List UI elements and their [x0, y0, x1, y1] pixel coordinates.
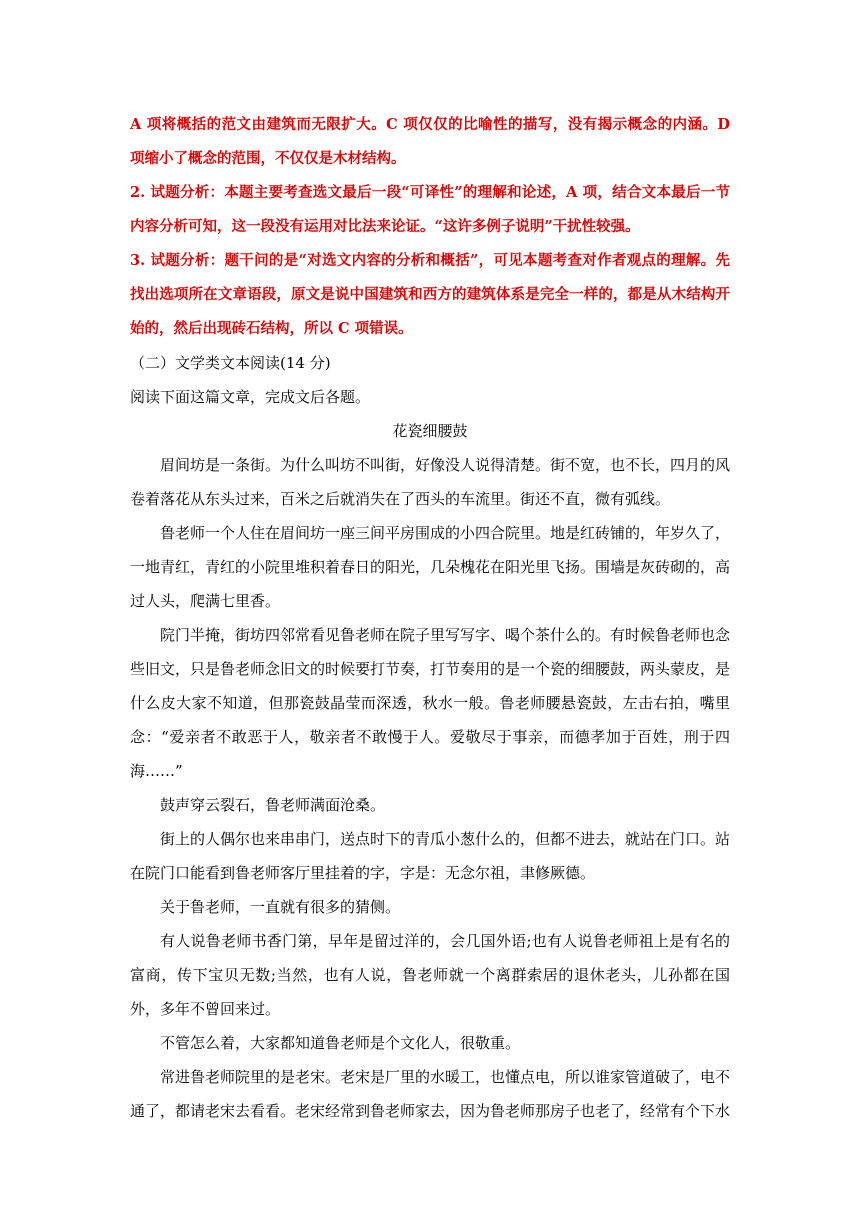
article-paragraph: 院门半掩，街坊四邻常看见鲁老师在院子里写写字、喝个茶什么的。有时候鲁老师也念些旧文，只是鲁老师念旧文的时候要打节奏，打节奏用的是一个瓷的细腰鼓，两头蒙皮，是什么皮大家不知道，但那瓷鼓晶莹而深透，秋水一般。鲁老师腰悬瓷鼓，左击右拍，嘴里念：“爱亲者不敢恶于人，敬亲者不敢慢于人。爱敬尽于事亲，而德孝加于百姓，刑于四海……”	[130, 626, 731, 780]
article-paragraph: 鲁老师一个人住在眉间坊一座三间平房围成的小四合院里。地是红砖铺的，年岁久了，一地青红，青红的小院里堆积着春日的阳光，几朵槐花在阳光里飞扬。围墙是灰砖砌的，高过人头，爬满七里香。	[130, 524, 731, 610]
article-paragraph: 有人说鲁老师书香门第，早年是留过洋的，会几国外语;也有人说鲁老师祖上是有名的富商，传下宝贝无数;当然，也有人说，鲁老师就一个离群索居的退休老头，儿孙都在国外，多年不曾回来过。	[130, 932, 730, 1018]
analysis-paragraph-3: 3. 试题分析：题干问的是“对选文内容的分析和概括”，可见本题考查对作者观点的理解。先找出选项所在文章语段，原文是说中国建筑和西方的建筑体系是完全一样的，都是从木结构开始的，然后出现砖石结构，所以 C 项错误。	[130, 252, 730, 337]
section-heading: （二）文学类文本阅读(14 分)	[130, 354, 331, 372]
document-page	[130, 108, 730, 1128]
article-paragraph: 眉间坊是一条街。为什么叫坊不叫街，好像没人说得清楚。街不宽，也不长，四月的风卷着落花从东头过来，百米之后就消失在了西头的车流里。街还不直，微有弧线。	[130, 456, 731, 508]
section-instruction: 阅读下面这篇文章，完成文后各题。	[130, 388, 371, 406]
article-title: 花瓷细腰鼓	[392, 422, 468, 440]
article-paragraph: 关于鲁老师，一直就有很多的猜侧。	[160, 898, 401, 916]
answer-analysis	[130, 108, 730, 346]
article-paragraph: 街上的人偶尔也来串串门，送点时下的青瓜小葱什么的，但都不进去，就站在门口。站在院门口能看到鲁老师客厅里挂着的字，字是：无念尔祖，聿修厥德。	[130, 830, 731, 882]
article-paragraph: 常进鲁老师院里的是老宋。老宋是厂里的水暖工，也懂点电，所以谁家管道破了，电不通了，都请老宋去看看。老宋经常到鲁老师家去，因为鲁老师那房子也老了，经常有个下水	[130, 1068, 731, 1120]
analysis-paragraph-1: A 项将概括的范文由建筑而无限扩大。C 项仅仅的比喻性的描写，没有揭示概念的内涵。D 项缩小了概念的范围，不仅仅是木材结构。	[130, 116, 730, 167]
article-paragraph: 鼓声穿云裂石，鲁老师满面沧桑。	[160, 796, 386, 814]
article-paragraph: 不管怎么着，大家都知道鲁老师是个文化人，很敬重。	[160, 1034, 521, 1052]
analysis-paragraph-2: 2. 试题分析：本题主要考查选文最后一段“可译性”的理解和论述，A 项，结合文本最后一节内容分析可知，这一段没有运用对比法来论证。“这许多例子说明”干扰性较强。	[130, 184, 730, 235]
article-body	[130, 448, 730, 1128]
